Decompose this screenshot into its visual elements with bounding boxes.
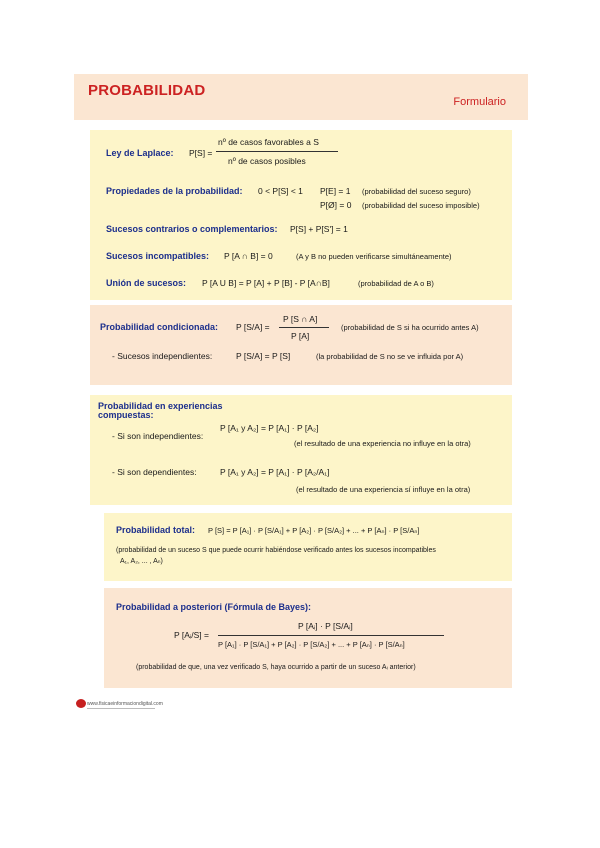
- incompatibles-formula: P [A ∩ B] = 0: [224, 251, 273, 261]
- laplace-lhs: P[S] =: [189, 148, 213, 158]
- compuestas-dep-formula: P [A₁ y A₂] = P [A₁] · P [A₂/A₁]: [220, 467, 330, 477]
- page-subtitle: Formulario: [453, 96, 506, 108]
- footer-divider: [87, 708, 155, 709]
- bayes-fraction-bar: [218, 635, 444, 636]
- laplace-denominator: nº de casos posibles: [228, 156, 306, 166]
- page-title: PROBABILIDAD: [88, 82, 206, 99]
- laplace-fraction-bar: [216, 151, 338, 152]
- incompatibles-label: Sucesos incompatibles:: [106, 251, 210, 261]
- bayes-label: Probabilidad a posteriori (Fórmula de Bayes):: [116, 602, 312, 612]
- propiedades-empty-note: (probabilidad del suceso imposible): [362, 201, 480, 210]
- propiedades-empty: P[Ø] = 0: [320, 200, 352, 210]
- propiedades-sure-note: (probabilidad del suceso seguro): [362, 187, 471, 196]
- bayes-lhs: P [Aᵢ/S] =: [174, 630, 209, 640]
- union-label: Unión de sucesos:: [106, 278, 187, 288]
- compuestas-dep-label: - Si son dependientes:: [112, 467, 197, 477]
- conditional-panel: [90, 305, 512, 385]
- bayes-panel: [104, 588, 512, 688]
- compuestas-label-line1: Probabilidad en experiencias: [98, 401, 223, 411]
- total-label: Probabilidad total:: [116, 525, 196, 535]
- condicionada-note: (probabilidad de S si ha ocurrido antes A): [341, 323, 479, 332]
- propiedades-range: 0 < P[S] < 1: [258, 186, 303, 196]
- contrarios-formula: P[S] + P[S'] = 1: [290, 224, 348, 234]
- bayes-note: (probabilidad de que, una vez verificado S, haya ocurrido a partir de un suceso Aᵢ anterior): [136, 664, 416, 671]
- condicionada-label: Probabilidad condicionada:: [100, 322, 219, 332]
- compuestas-dep-note: (el resultado de una experiencia sí influye en la otra): [296, 485, 471, 494]
- compuestas-indep-label: - Si son independientes:: [112, 431, 204, 441]
- independientes-formula: P [S/A] = P [S]: [236, 351, 291, 361]
- condicionada-fraction-bar: [279, 327, 329, 328]
- footer-url[interactable]: www.fisicaeinformaciondigital.com: [87, 701, 163, 707]
- union-formula: P [A U B] = P [A] + P [B] - P [A∩B]: [202, 278, 330, 288]
- total-probability-panel: [104, 513, 512, 581]
- propiedades-label: Propiedades de la probabilidad:: [106, 186, 243, 196]
- compuestas-label-line2: compuestas:: [98, 410, 154, 420]
- propiedades-sure: P[E] = 1: [320, 186, 351, 196]
- incompatibles-note: (A y B no pueden verificarse simultáneamente): [296, 252, 452, 261]
- independientes-note: (la probabilidad de S no se ve influida por A): [316, 352, 464, 361]
- independientes-label: - Sucesos independientes:: [112, 351, 213, 361]
- compound-panel: [90, 395, 512, 505]
- basic-properties-panel: [90, 130, 512, 300]
- apple-logo-icon: [76, 699, 86, 708]
- contrarios-label: Sucesos contrarios o complementarios:: [106, 224, 278, 234]
- laplace-numerator: nº de casos favorables a S: [218, 137, 319, 147]
- compuestas-indep-formula: P [A₁ y A₂] = P [A₁] · P [A₂]: [220, 423, 319, 433]
- compuestas-indep-note: (el resultado de una experiencia no influye en la otra): [294, 439, 471, 448]
- total-note-line1: (probabilidad de un suceso S que puede ocurrir habiéndose verificado antes los sucesos incompatibles: [116, 547, 436, 554]
- condicionada-lhs: P [S/A] =: [236, 322, 270, 332]
- header-banner: [74, 74, 528, 120]
- condicionada-denominator: P [A]: [291, 331, 310, 341]
- laplace-label: Ley de Laplace:: [106, 148, 174, 158]
- total-note-line2: A₁, A₂, ... , Aₙ): [120, 558, 163, 565]
- bayes-numerator: P [Aᵢ] · P [S/Aᵢ]: [298, 621, 353, 631]
- condicionada-numerator: P [S ∩ A]: [283, 314, 318, 324]
- union-note: (probabilidad de A o B): [358, 279, 434, 288]
- total-formula: P [S] = P [A₁] · P [S/A₁] + P [A₂] · P [S/A₂] + ... + P [Aₙ] · P [S/Aₙ]: [208, 526, 420, 535]
- bayes-denominator: P [A₁] · P [S/A₁] + P [A₂] · P [S/A₂] + ... + P [Aₙ] · P [S/Aₙ]: [218, 640, 405, 649]
